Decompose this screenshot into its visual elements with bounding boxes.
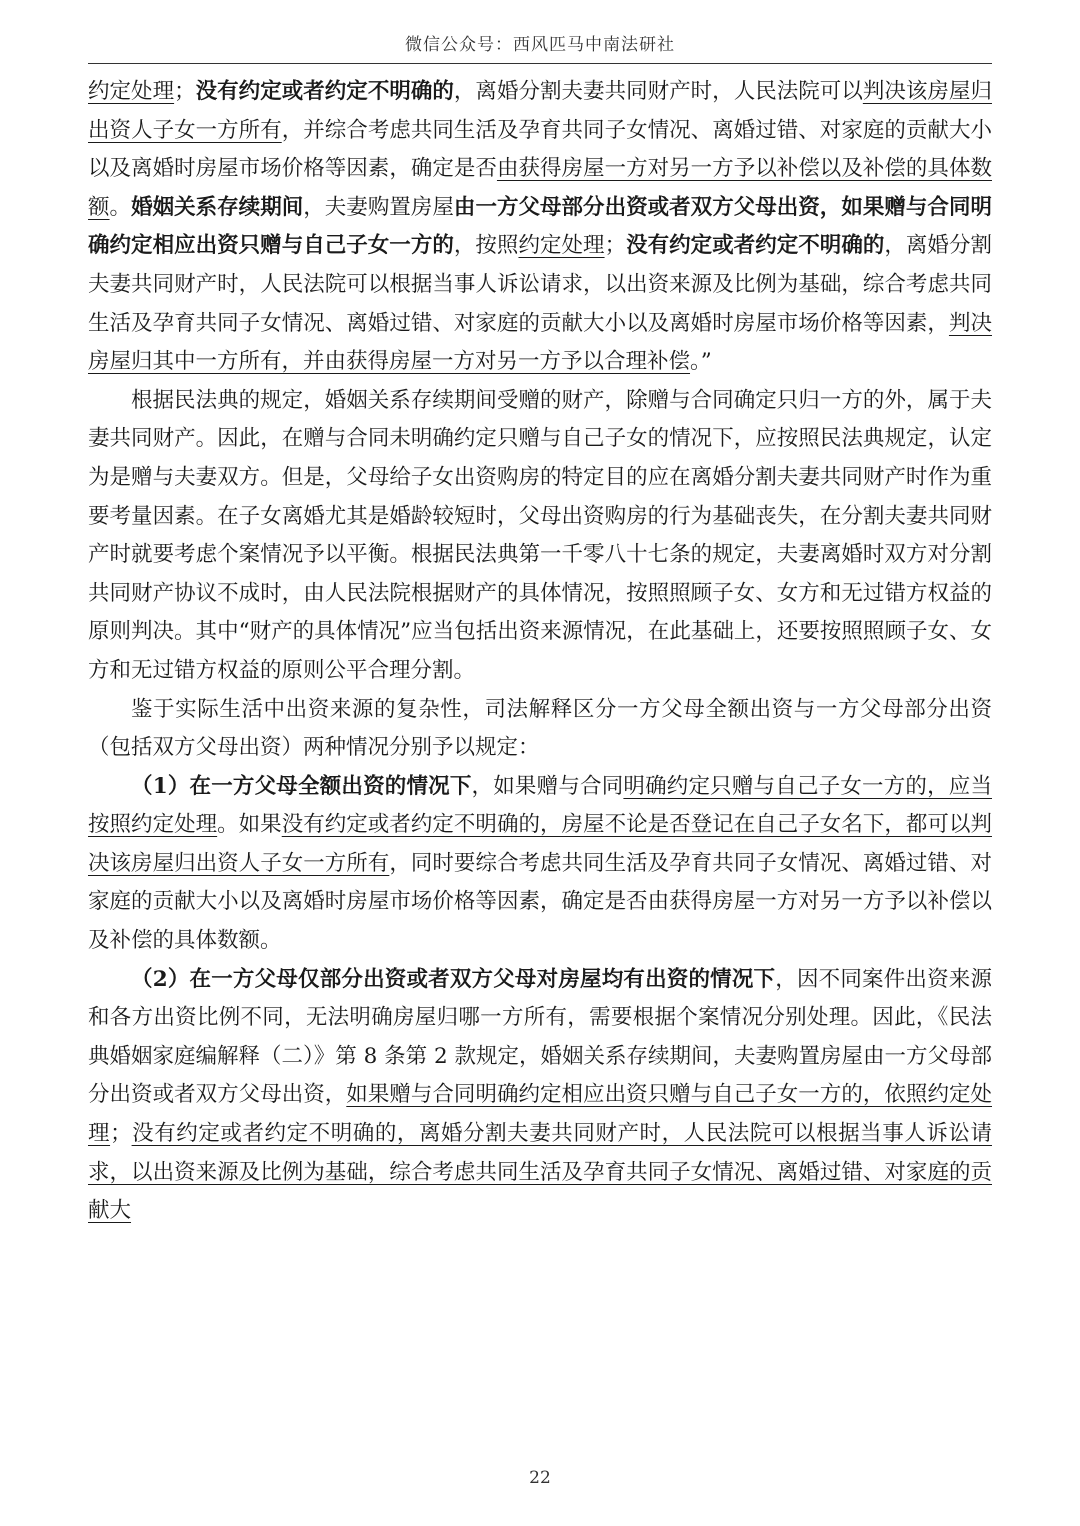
underlined-text: 判决该房屋归出资人子女一方所有 [88,79,992,143]
paragraph-full-contribution [88,768,992,961]
text-run: ； [110,1121,132,1147]
underlined-text: 没有约定或者约定不明确的，房屋不论是否登记在自己子女名下，都可以判决该房屋归出资人子女一方所有 [88,812,992,876]
paragraph-interpretation-intro: 鉴于实际生活中出资来源的复杂性，司法解释区分一方父母全额出资与一方父母部分出资（包括双方父母出资）两种情况分别予以规定： [88,696,992,761]
underlined-text: 判决房屋归其中一方所有，并由获得房屋一方对另一方予以合理补偿 [88,310,992,375]
underlined-text: 如果赠与合同明确约定相应出资只赠与自己子女一方的，依照约定处理 [88,1082,992,1147]
document-body [88,73,992,1231]
text-run: 。” [690,349,712,375]
text-run: 。 [109,194,132,220]
text-run: ，夫妻购置房屋 [303,194,454,220]
text-run: ； [174,79,196,104]
text-run: ，按照 [453,233,519,259]
text-run: ，并综合考虑共同生活及孕育共同子女情况、离婚过错、对家庭的贡献大小以及离婚时房屋市场价格等因素，确定是否 [88,117,992,182]
bold-text: （1）在一方父母全额出资的情况下 [131,773,472,799]
text-run: 。如果 [217,812,282,838]
paragraph-civil-code-rule: 根据民法典的规定，婚姻关系存续期间受赠的财产，除赠与合同确定只归一方的外，属于夫妻共同财产。因此，在赠与合同未明确约定只赠与自己子女的情况下，应按照民法典规定，认定为是赠与夫妻双方。但是，父母给子女出资购房的特定目的应在离婚分割夫妻共同财产时作为重要考量因素。在子女离婚尤其是婚龄较短时，父母出资购房的行为基础丧失，在分割夫妻共同财产时就要考虑个案情况予以平衡。根据民法典第一千零八十七条的规定，夫妻离婚时双方对分割共同财产协议不成时，由人民法院根据财产的具体情况，按照照顾子女、女方和无过错方权益的原则判决。其中“财产的具体情况”应当包括出资来源情况，在此基础上，还要按照照顾子女、女方和无过错方权益的原则公平合理分割。 [88,387,992,683]
paragraph-quote-continuation [88,73,992,382]
bold-text: 没有约定或者约定不明确的 [626,233,885,259]
paragraph-partial-contribution [88,961,992,1231]
page-number: 22 [529,1468,551,1488]
text-run: ，如果赠与合同 [471,773,624,799]
underlined-text: 约定处理 [518,233,605,259]
underlined-text: 约定处理 [88,79,175,104]
underlined-text: 没有约定或者约定不明确的，离婚分割夫妻共同财产时，人民法院可以根据当事人诉讼请求，以出资来源及比例为基础，综合考虑共同生活及孕育共同子女情况、离婚过错、对家庭的贡献大 [88,1121,992,1224]
text-run: ，离婚分割夫妻共同财产时，人民法院可以根据当事人诉讼请求，以出资来源及比例为基础，综合考虑共同生活及孕育共同子女情况、离婚过错、对家庭的贡献大小以及离婚时房屋市场价格等因素， [88,233,992,336]
bold-text: 由一方父母部分出资或者双方父母出资，如果赠与合同明确约定相应出资只赠与自己子女一方的 [88,194,992,259]
header-divider [88,63,992,64]
page-header: 微信公众号：西风匹马中南法研社 [405,35,675,55]
text-run: ； [604,233,627,259]
text-run: ，同时要综合考虑共同生活及孕育共同子女情况、离婚过错、对家庭的贡献大小以及离婚时房屋市场价格等因素，确定是否由获得房屋一方对另一方予以补偿以及补偿的具体数额。 [88,850,992,954]
underlined-text: 由获得房屋一方对另一方予以补偿以及补偿的具体数额 [88,156,992,220]
underlined-text: 明确约定只赠与自己子女一方的，应当按照约定处理 [88,773,992,838]
text-run: ，因不同案件出资来源和各方出资比例不同，无法明确房屋归哪一方所有，需要根据个案情况分别处理。因此，《民法典婚姻家庭编解释（二）》第 8 条第 2 款规定，婚姻关系存续期间，夫妻购置房屋由一方父母部分出资或者双方父母出资， [88,966,992,1108]
text-run: ，离婚分割夫妻共同财产时，人民法院可以 [453,79,863,104]
bold-text: 没有约定或者约定不明确的 [195,79,454,104]
bold-text: （2）在一方父母仅部分出资或者双方父母对房屋均有出资的情况下 [131,966,776,992]
bold-text: 婚姻关系存续期间 [131,194,304,220]
